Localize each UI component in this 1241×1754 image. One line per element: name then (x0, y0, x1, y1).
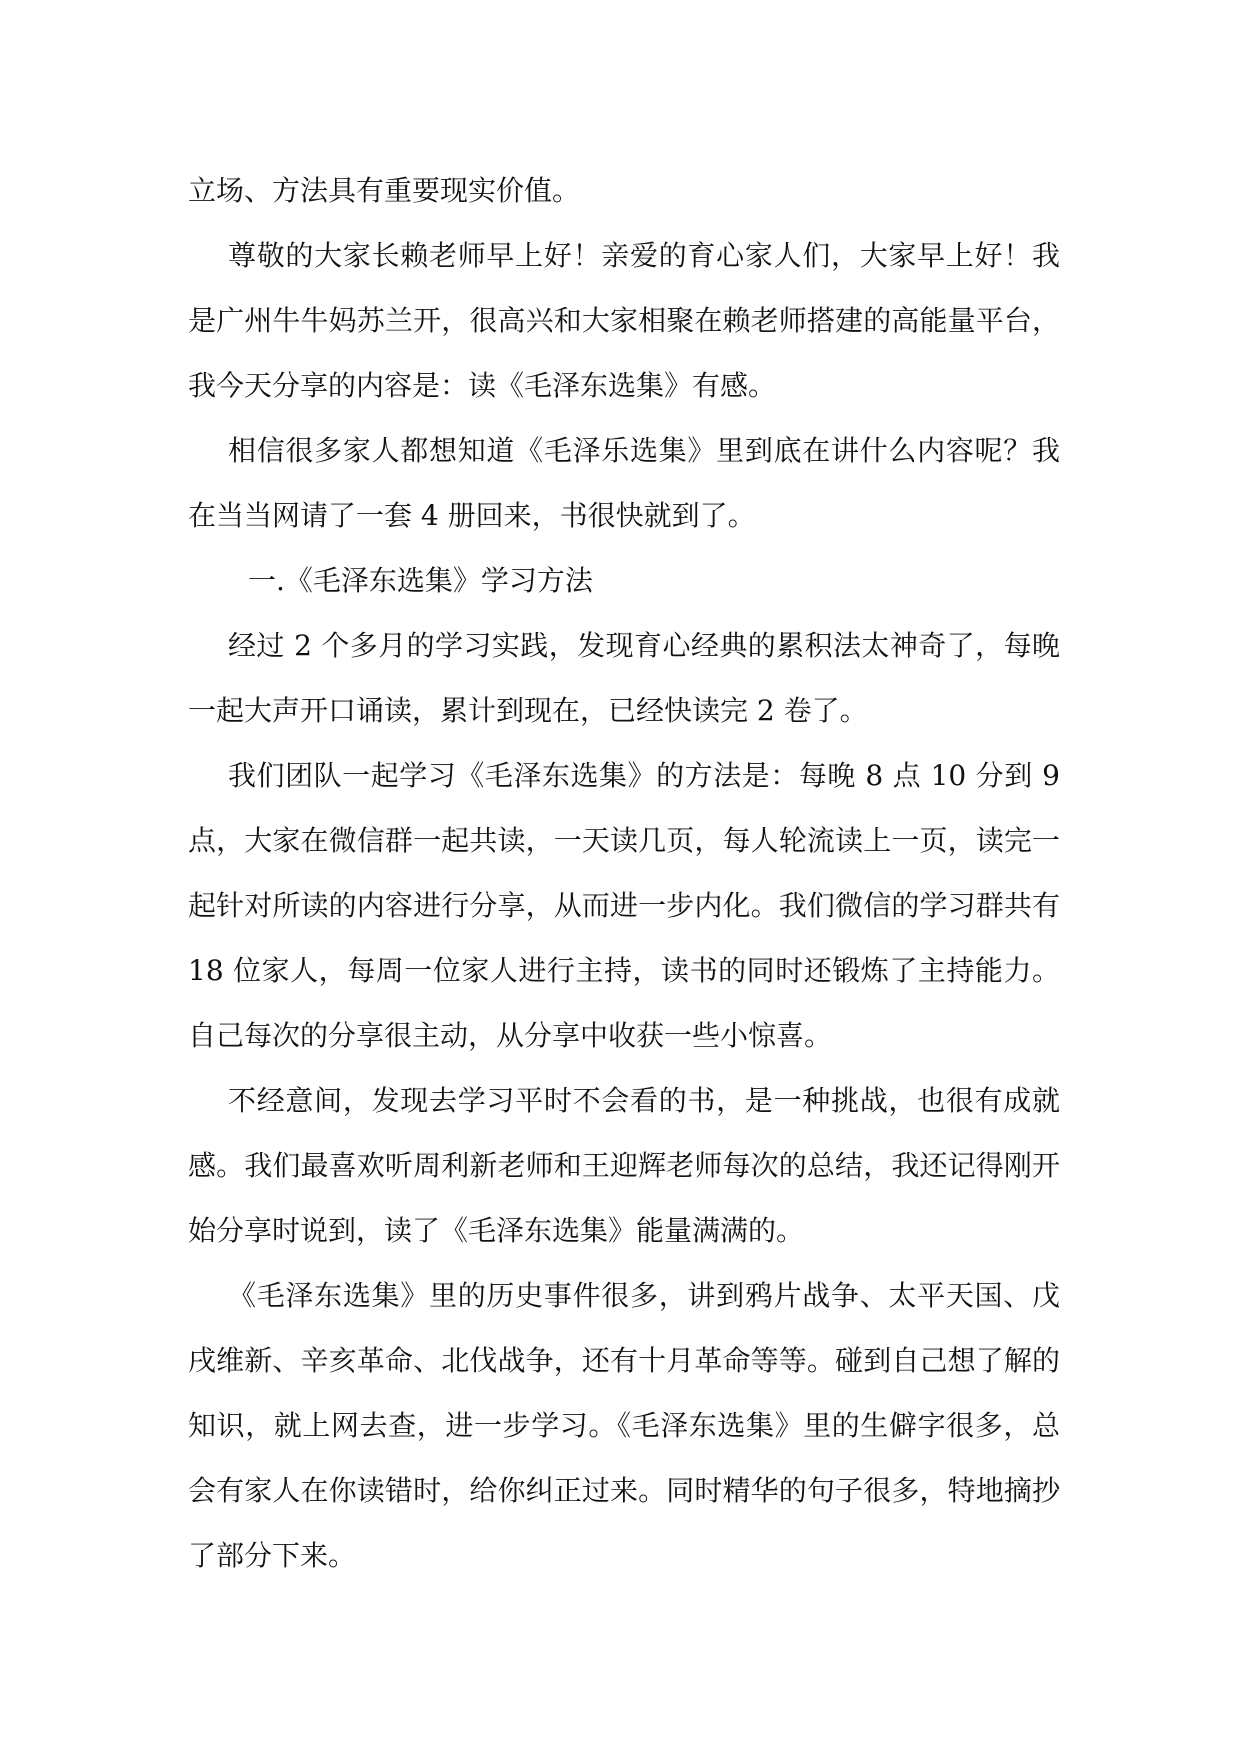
paragraph-method: 我们团队一起学习《毛泽东选集》的方法是：每晚 8 点 10 分到 9 点，大家在微信群一起共读，一天读几页，每人轮流读上一页，读完一起针对所读的内容进行分享，从而进一步内化。我们微信的学习群共有 18 位家人，每周一位家人进行主持，读书的同时还锻炼了主持能力。自己每次的分享很主动，从分享中收获一些小惊喜。 (188, 759, 1060, 1052)
section-heading: 一.《毛泽东选集》学习方法 (248, 564, 593, 597)
paragraph-greeting: 尊敬的大家长赖老师早上好！亲爱的育心家人们，大家早上好！我是广州牛牛妈苏兰开，很高兴和大家相聚在赖老师搭建的高能量平台，我今天分享的内容是：读《毛泽东选集》有感。 (188, 239, 1060, 402)
document-body (188, 158, 1060, 1588)
paragraph-history: 《毛泽东选集》里的历史事件很多，讲到鸦片战争、太平天国、戊戌维新、辛亥革命、北伐战争，还有十月革命等等。碰到自己想了解的知识，就上网去查，进一步学习。《毛泽东选集》里的生僻字很多，总会有家人在你读错时，给你纠正过来。同时精华的句子很多，特地摘抄了部分下来。 (188, 1279, 1060, 1572)
paragraph-practice: 经过 2 个多月的学习实践，发现育心经典的累积法太神奇了，每晚一起大声开口诵读，累计到现在，已经快读完 2 卷了。 (188, 629, 1060, 727)
paragraph-continuation: 立场、方法具有重要现实价值。 (188, 174, 581, 207)
paragraph-intro: 相信很多家人都想知道《毛泽乐选集》里到底在讲什么内容呢？我在当当网请了一套 4 册回来，书很快就到了。 (188, 434, 1060, 532)
paragraph-challenge: 不经意间，发现去学习平时不会看的书，是一种挑战，也很有成就感。我们最喜欢听周利新老师和王迎辉老师每次的总结，我还记得刚开始分享时说到，读了《毛泽东选集》能量满满的。 (188, 1084, 1060, 1247)
